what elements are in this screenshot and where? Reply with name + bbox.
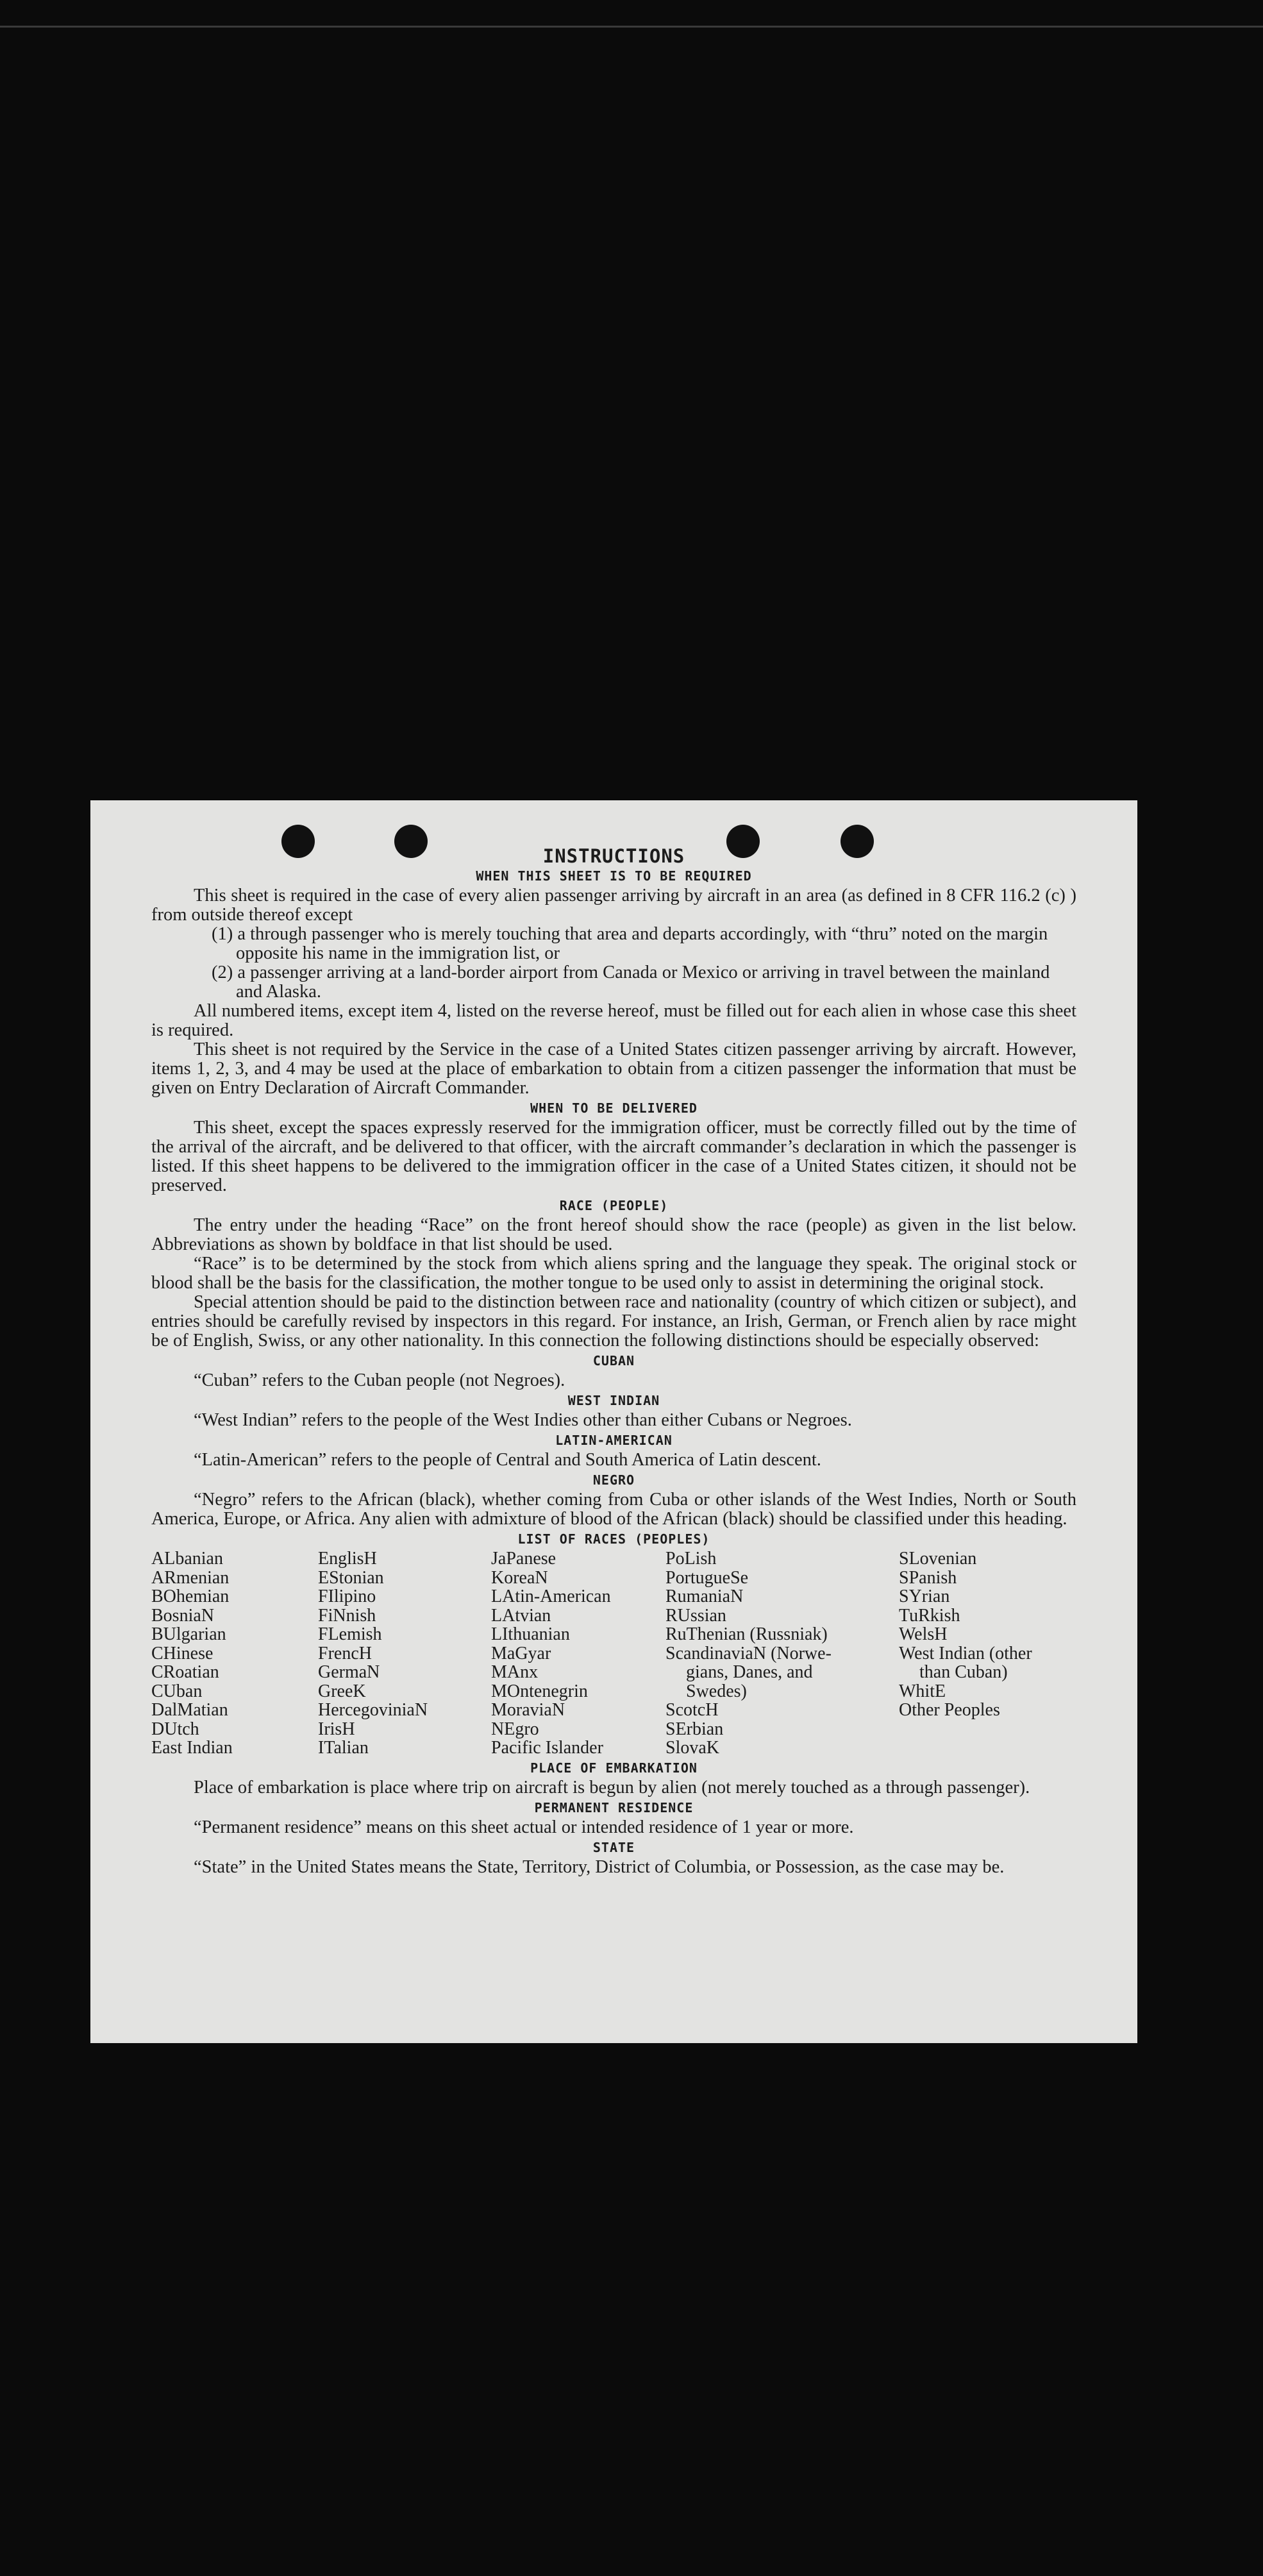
race-list-item: gians, Danes, and [686, 1662, 813, 1682]
race-list-item: SLovenian [899, 1549, 977, 1569]
race-list-item: CUban [151, 1681, 203, 1701]
heading-race: RACE (PEOPLE) [559, 1198, 669, 1213]
paragraph: “Race” is to be determined by the stock from which aliens spring and the language they speak. The original stock or blood shall be the basis for the classification, the mother tongue to be used only to assist in determining the original stock. [151, 1254, 1076, 1293]
heading-negro: NEGRO [592, 1472, 635, 1488]
race-list-item: PortugueSe [665, 1567, 749, 1588]
race-list-item: CRoatian [151, 1662, 219, 1682]
race-list-item: GreeK [318, 1681, 366, 1701]
heading-latin-american: LATIN-AMERICAN [555, 1433, 673, 1448]
race-list-item: East Indian [151, 1738, 233, 1758]
race-list-item: MOntenegrin [491, 1681, 588, 1701]
race-list-item: WelsH [899, 1624, 948, 1644]
race-list-item: MaGyar [491, 1643, 551, 1663]
race-list-item: FLemish [318, 1624, 382, 1644]
race-list-item: ScandinaviaN (Norwe- [665, 1643, 832, 1663]
race-list-item: Swedes) [686, 1681, 747, 1701]
paragraph: “State” in the United States means the State, Territory, District of Columbia, or Possession, as the case may be. [194, 1856, 1005, 1877]
heading-west-indian: WEST INDIAN [567, 1393, 660, 1408]
race-list-item: RumaniaN [665, 1587, 744, 1606]
paragraph: Special attention should be paid to the distinction between race and nationality (country of which citizen or subject), and entries should be carefully revised by inspectors in this regard. For instance, an Irish, German, or French alien by race might be of English, Swiss, or any other nationality. In this connection the following distinctions should be especially observed: [151, 1292, 1076, 1351]
race-list-item: MAnx [491, 1662, 539, 1682]
heading-when-required: WHEN THIS SHEET IS TO BE REQUIRED [476, 868, 752, 884]
punch-hole [281, 825, 315, 858]
race-list-item: PoLish [665, 1549, 717, 1569]
race-list-item: LAtvian [491, 1605, 551, 1626]
race-list-item: RUssian [665, 1605, 726, 1626]
race-list-item: SErbian [665, 1719, 724, 1739]
heading-when-delivered: WHEN TO BE DELIVERED [530, 1100, 698, 1116]
paragraph: This sheet is required in the case of every alien passenger arriving by aircraft in an area (as defined in 8 CFR 116.2 (c) ) from outside thereof except [151, 886, 1076, 925]
race-list-item [899, 1720, 1078, 1739]
race-list-item: EnglisH [318, 1549, 377, 1569]
paragraph: This sheet is not required by the Service in the case of a United States citizen passenger arriving by aircraft. However, items 1, 2, 3, and 4 may be used at the place of embarkation to obtain from a citizen passenger the information that must be given on Entry Declaration of Aircraft Commander. [151, 1040, 1076, 1098]
heading-place-of-embarkation: PLACE OF EMBARKATION [530, 1760, 698, 1776]
race-list-item: Other Peoples [899, 1700, 1000, 1720]
race-list-item: CHinese [151, 1643, 213, 1663]
race-list-item: KoreaN [491, 1567, 548, 1588]
race-list-item: FrencH [318, 1643, 372, 1663]
race-list-item: RuThenian (Russniak) [665, 1624, 828, 1644]
paragraph: “West Indian” refers to the people of the West Indies other than either Cubans or Negroes. [194, 1410, 852, 1430]
heading-permanent-residence: PERMANENT RESIDENCE [534, 1799, 694, 1815]
race-list-item: ITalian [318, 1738, 369, 1758]
race-list-item: ScotcH [665, 1700, 719, 1720]
paragraph: “Cuban” refers to the Cuban people (not Negroes). [194, 1370, 565, 1390]
paragraph: “Permanent residence” means on this sheet actual or intended residence of 1 year or more. [194, 1817, 854, 1837]
race-list-item: Pacific Islander [491, 1738, 603, 1758]
race-list-item: TuRkish [899, 1605, 960, 1626]
race-list-item: EStonian [318, 1567, 384, 1588]
race-list-item: MoraviaN [491, 1700, 565, 1720]
punch-hole [726, 825, 760, 858]
race-list-item: NEgro [491, 1719, 539, 1739]
punch-hole [841, 825, 874, 858]
race-list-item: DalMatian [151, 1700, 228, 1720]
paragraph: “Latin-American” refers to the people of Central and South America of Latin descent. [194, 1450, 821, 1470]
heading-cuban: CUBAN [592, 1353, 635, 1368]
race-list-item: West Indian (other [899, 1643, 1032, 1663]
race-list-item: SlovaK [665, 1738, 719, 1758]
list-item: (1) a through passenger who is merely touching that area and departs accordingly, with “thru” noted on the margin opposite his name in the immigration list, or [212, 924, 1048, 963]
paragraph: “Negro” refers to the African (black), whether coming from Cuba or other islands of the West Indies, North or South America, Europe, or Africa. Any alien with admixture of blood of the African (black) should be classified under this heading. [151, 1490, 1076, 1529]
paragraph: All numbered items, except item 4, listed on the reverse hereof, must be filled out for each alien in whose case this sheet is required. [151, 1001, 1076, 1040]
race-list-item: GermaN [318, 1662, 380, 1682]
race-list-item: SPanish [899, 1567, 957, 1588]
race-list-item: than Cuban) [919, 1662, 1008, 1682]
heading-list-of-races: LIST OF RACES (PEOPLES) [517, 1531, 710, 1547]
race-list-item: BUlgarian [151, 1624, 226, 1644]
scan-edge-line [0, 26, 1263, 28]
document-title: INSTRUCTIONS [542, 845, 685, 867]
list-item: (2) a passenger arriving at a land-border airport from Canada or Mexico or arriving in travel between the mainland and Alaska. [212, 963, 1050, 1002]
heading-state: STATE [592, 1839, 635, 1855]
paragraph: Place of embarkation is place where trip on aircraft is begun by alien (not merely touched as a through passenger). [194, 1777, 1030, 1797]
race-list-item: FIlipino [318, 1587, 376, 1606]
instruction-sheet [90, 800, 1137, 2043]
race-list-item: BosniaN [151, 1605, 214, 1626]
race-list-item: BOhemian [151, 1587, 230, 1606]
paragraph: This sheet, except the spaces expressly reserved for the immigration officer, must be correctly filled out by the time of the arrival of the aircraft, and be delivered to that officer, with the aircraft commander’s declaration in which the passenger is listed. If this sheet happens to be delivered to the immigration officer in the case of a United States citizen, it should not be preserved. [151, 1118, 1076, 1195]
race-list-item: DUtch [151, 1719, 199, 1739]
race-list-item: LAtin-American [491, 1587, 611, 1606]
race-list-item: IrisH [318, 1719, 355, 1739]
race-list-item: LIthuanian [491, 1624, 570, 1644]
race-list-item [899, 1738, 1078, 1758]
race-list-item: JaPanese [491, 1549, 556, 1569]
race-list-item: ALbanian [151, 1549, 223, 1569]
punch-hole [394, 825, 428, 858]
race-list-item: SYrian [899, 1587, 950, 1606]
race-list-item: ARmenian [151, 1567, 230, 1588]
race-list-item: WhitE [899, 1681, 946, 1701]
race-list-item: FiNnish [318, 1605, 376, 1626]
race-list-item: HercegoviniaN [318, 1700, 428, 1720]
races-list [151, 1549, 1076, 1758]
paragraph: The entry under the heading “Race” on the front hereof should show the race (people) as given in the list below. Abbreviations as shown by boldface in that list should be used. [151, 1215, 1076, 1254]
